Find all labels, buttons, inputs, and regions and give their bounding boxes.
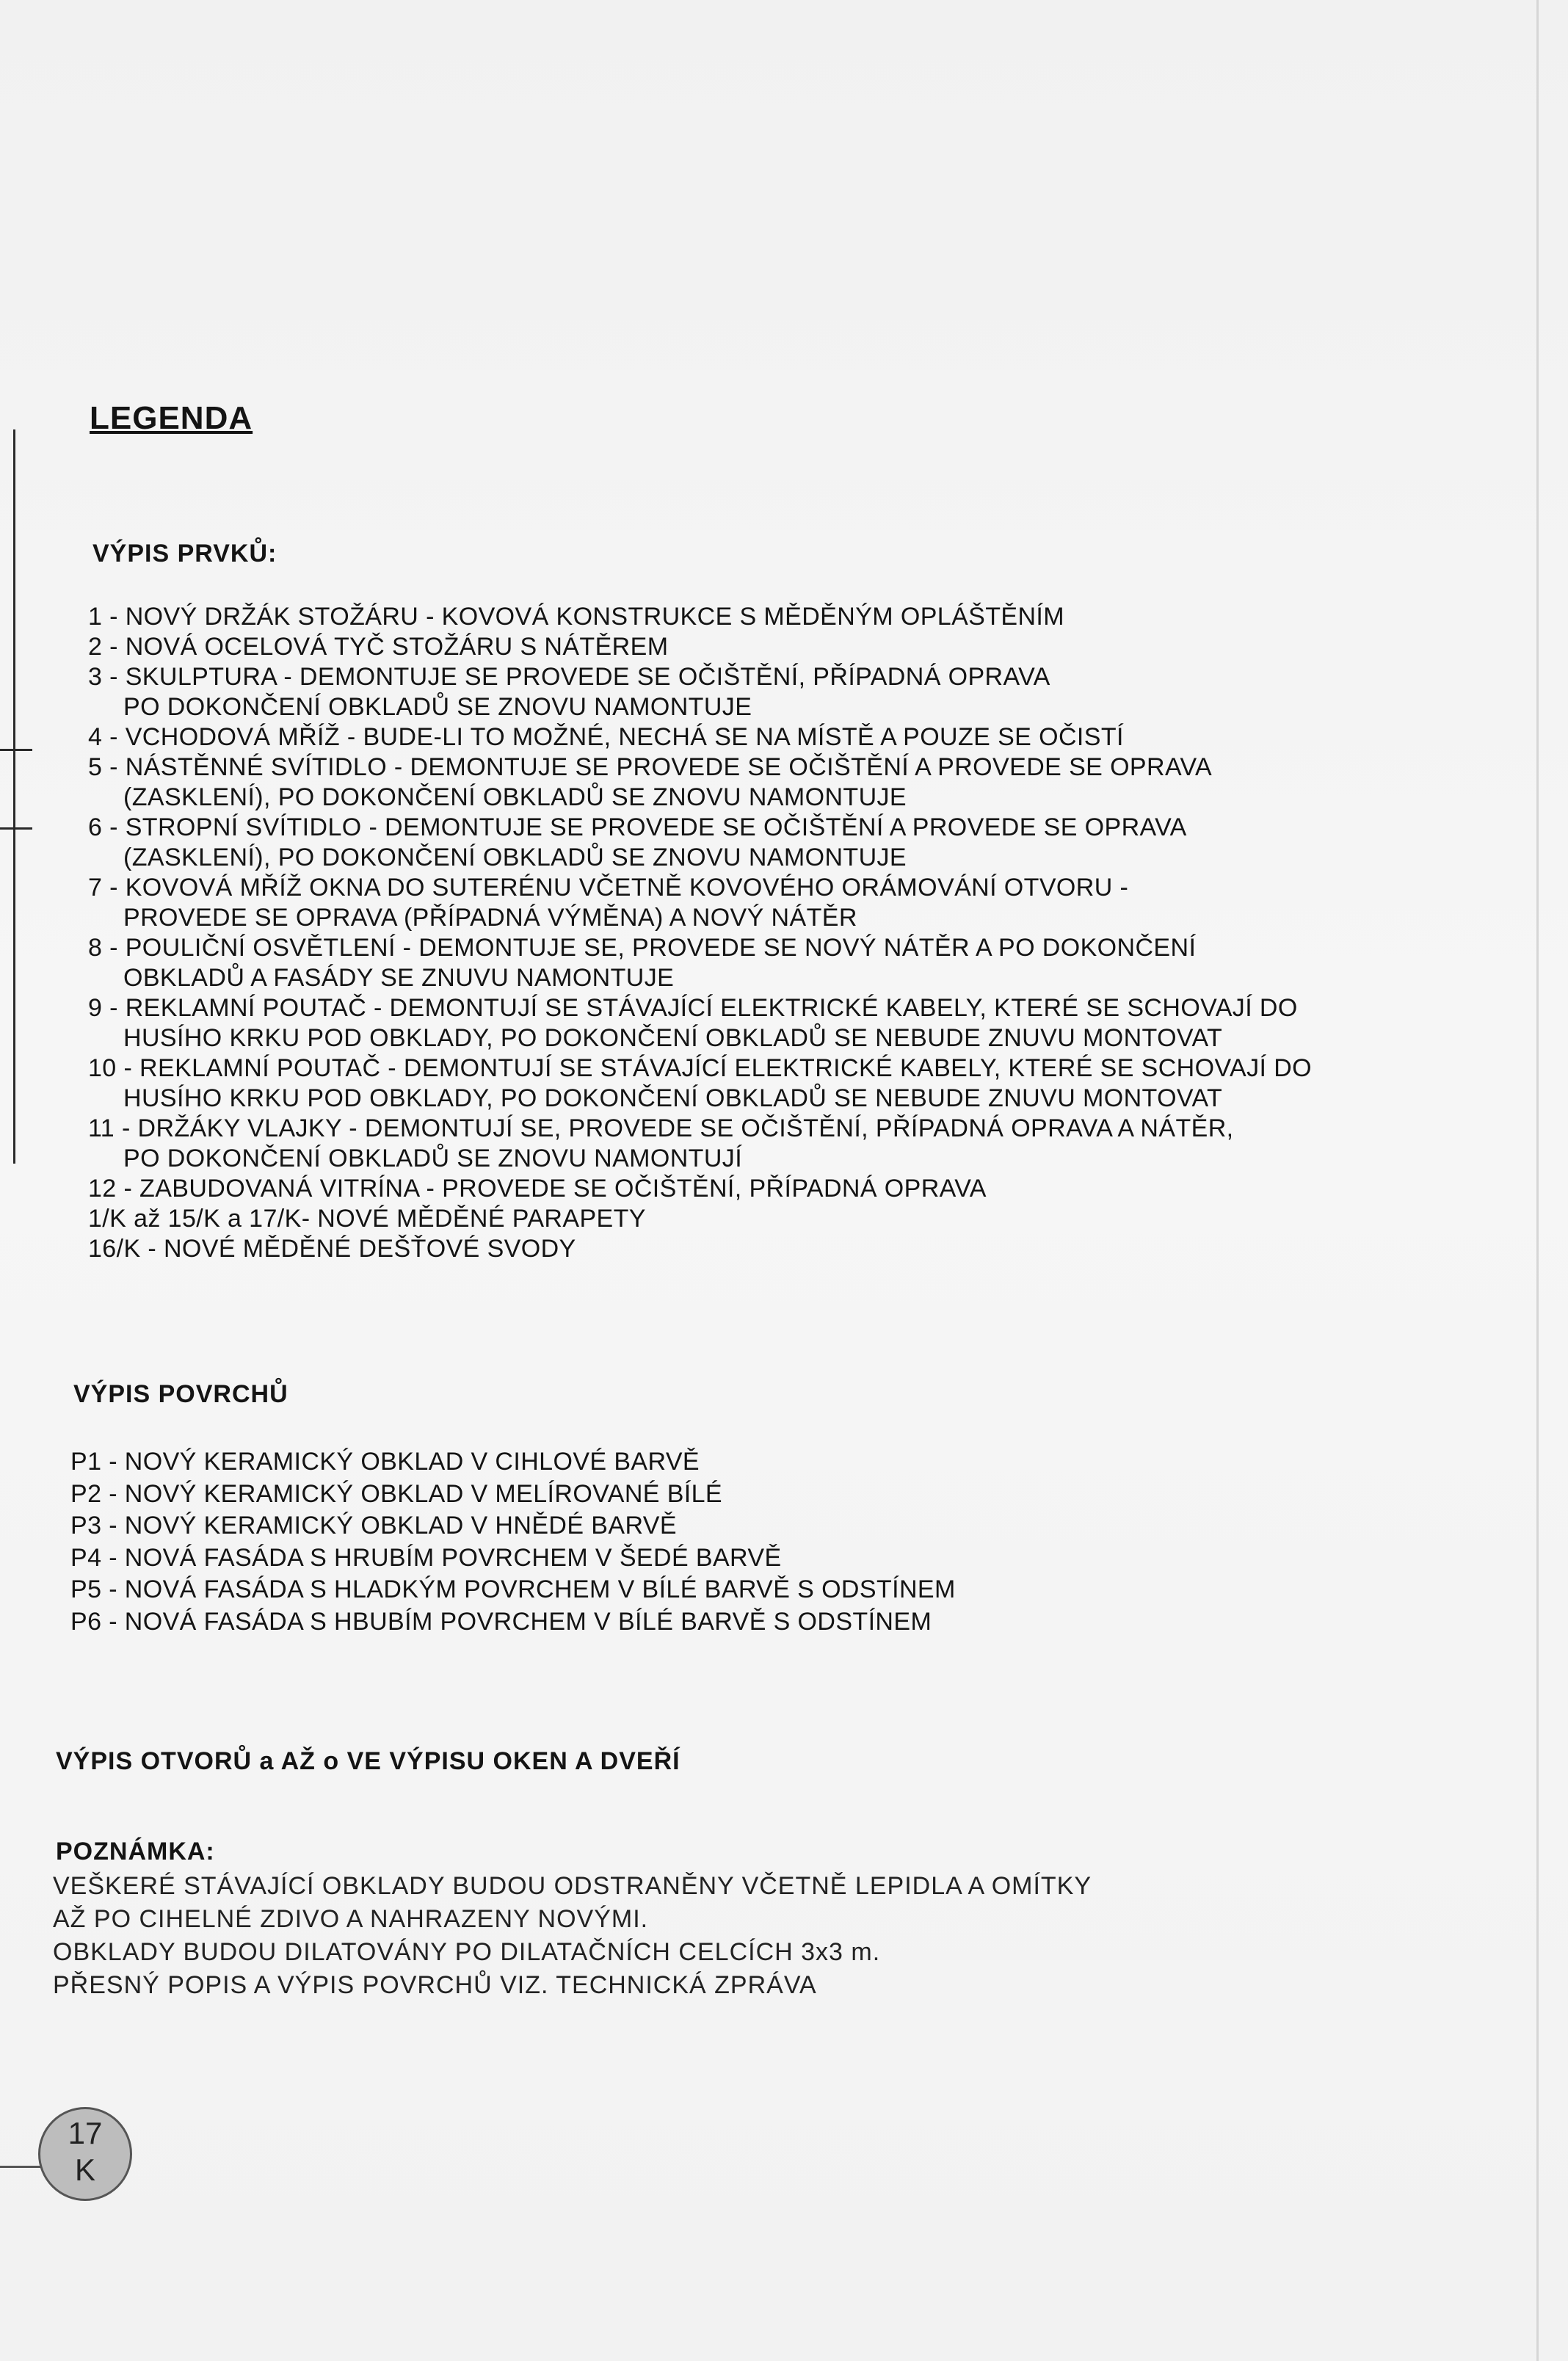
- note-line: AŽ PO CIHELNÉ ZDIVO A NAHRAZENY NOVÝMI.: [53, 1905, 649, 1933]
- elements-list: [88, 602, 1312, 1264]
- legend-title: LEGENDA: [90, 400, 253, 436]
- list-item: 10 - REKLAMNÍ POUTAČ - DEMONTUJÍ SE STÁVAJÍCÍ ELEKTRICKÉ KABELY, KTERÉ SE SCHOVAJÍ DO HUSÍHO KRKU POD OBKLADY, PO DOKONČENÍ OBKLADŮ SE NEBUDE ZNUVU MONTOVAT: [88, 1054, 1312, 1112]
- stamp-letter: K: [74, 2153, 95, 2187]
- drawing-edge-tick: [13, 749, 15, 830]
- drawing-edge-tick: [0, 749, 32, 751]
- list-item: 12 - ZABUDOVANÁ VITRÍNA - PROVEDE SE OČIŠTĚNÍ, PŘÍPADNÁ OPRAVA: [88, 1175, 987, 1203]
- surfaces-list: [70, 1446, 956, 1638]
- list-item: P4 - NOVÁ FASÁDA S HRUBÍM POVRCHEM V ŠEDÉ BARVĚ: [70, 1543, 782, 1572]
- list-item: 11 - DRŽÁKY VLAJKY - DEMONTUJÍ SE, PROVEDE SE OČIŠTĚNÍ, PŘÍPADNÁ OPRAVA A NÁTĚR, PO DOKONČENÍ OBKLADŮ SE ZNOVU NAMONTUJÍ: [88, 1114, 1234, 1172]
- list-item: 9 - REKLAMNÍ POUTAČ - DEMONTUJÍ SE STÁVAJÍCÍ ELEKTRICKÉ KABELY, KTERÉ SE SCHOVAJÍ DO HUSÍHO KRKU POD OBKLADY, PO DOKONČENÍ OBKLADŮ SE NEBUDE ZNUVU MONTOVAT: [88, 994, 1298, 1052]
- note-line: OBKLADY BUDOU DILATOVÁNY PO DILATAČNÍCH CELCÍCH 3x3 m.: [53, 1938, 881, 1966]
- note-heading: POZNÁMKA:: [56, 1838, 215, 1865]
- openings-heading: VÝPIS OTVORŮ a AŽ o VE VÝPISU OKEN A DVEŘÍ: [56, 1747, 680, 1775]
- list-item: P6 - NOVÁ FASÁDA S HBUBÍM POVRCHEM V BÍLÉ BARVĚ S ODSTÍNEM: [70, 1607, 932, 1636]
- list-item: 1 - NOVÝ DRŽÁK STOŽÁRU - KOVOVÁ KONSTRUKCE S MĚDĚNÝM OPLÁŠTĚNÍM: [88, 603, 1064, 631]
- paper-edge: [1536, 0, 1539, 2361]
- list-item: 6 - STROPNÍ SVÍTIDLO - DEMONTUJE SE PROVEDE SE OČIŠTĚNÍ A PROVEDE SE OPRAVA (ZASKLENÍ), PO DOKONČENÍ OBKLADŮ SE ZNOVU NAMONTUJE: [88, 813, 1187, 871]
- elements-heading: VÝPIS PRVKŮ:: [92, 540, 277, 567]
- list-item: 5 - NÁSTĚNNÉ SVÍTIDLO - DEMONTUJE SE PROVEDE SE OČIŠTĚNÍ A PROVEDE SE OPRAVA (ZASKLENÍ), PO DOKONČENÍ OBKLADŮ SE ZNOVU NAMONTUJE: [88, 753, 1213, 811]
- list-item: P3 - NOVÝ KERAMICKÝ OBKLAD V HNĚDÉ BARVĚ: [70, 1512, 677, 1539]
- list-item: 7 - KOVOVÁ MŘÍŽ OKNA DO SUTERÉNU VČETNĚ KOVOVÉHO ORÁMOVÁNÍ OTVORU - PROVEDE SE OPRAVA (PŘÍPADNÁ VÝMĚNA) A NOVÝ NÁTĚR: [88, 874, 1129, 932]
- note-line: VEŠKERÉ STÁVAJÍCÍ OBKLADY BUDOU ODSTRANĚNY VČETNĚ LEPIDLA A OMÍTKY: [53, 1872, 1092, 1900]
- stamp-leader-line: [0, 2166, 41, 2168]
- list-item: P5 - NOVÁ FASÁDA S HLADKÝM POVRCHEM V BÍLÉ BARVĚ S ODSTÍNEM: [70, 1575, 956, 1603]
- list-item: 2 - NOVÁ OCELOVÁ TYČ STOŽÁRU S NÁTĚREM: [88, 633, 669, 661]
- surfaces-heading: VÝPIS POVRCHŮ: [73, 1380, 288, 1408]
- list-item: P1 - NOVÝ KERAMICKÝ OBKLAD V CIHLOVÉ BARVĚ: [70, 1448, 700, 1476]
- sheet-number-stamp: [38, 2107, 132, 2201]
- list-item: P2 - NOVÝ KERAMICKÝ OBKLAD V MELÍROVANÉ BÍLÉ: [70, 1479, 723, 1508]
- drawing-edge-tick: [0, 827, 32, 830]
- stamp-number: 17: [68, 2116, 103, 2150]
- list-item: 1/K až 15/K a 17/K- NOVÉ MĚDĚNÉ PARAPETY: [88, 1205, 646, 1233]
- list-item: 8 - POULIČNÍ OSVĚTLENÍ - DEMONTUJE SE, PROVEDE SE NOVÝ NÁTĚR A PO DOKONČENÍ OBKLADŮ A FASÁDY SE ZNUVU NAMONTUJE: [88, 934, 1197, 992]
- list-item: 4 - VCHODOVÁ MŘÍŽ - BUDE-LI TO MOŽNÉ, NECHÁ SE NA MÍSTĚ A POUZE SE OČISTÍ: [88, 723, 1124, 751]
- list-item: 16/K - NOVÉ MĚDĚNÉ DEŠŤOVÉ SVODY: [88, 1235, 576, 1263]
- note-line: PŘESNÝ POPIS A VÝPIS POVRCHŮ VIZ. TECHNICKÁ ZPRÁVA: [53, 1971, 817, 1999]
- list-item: 3 - SKULPTURA - DEMONTUJE SE PROVEDE SE OČIŠTĚNÍ, PŘÍPADNÁ OPRAVA PO DOKONČENÍ OBKLADŮ SE ZNOVU NAMONTUJE: [88, 663, 1050, 721]
